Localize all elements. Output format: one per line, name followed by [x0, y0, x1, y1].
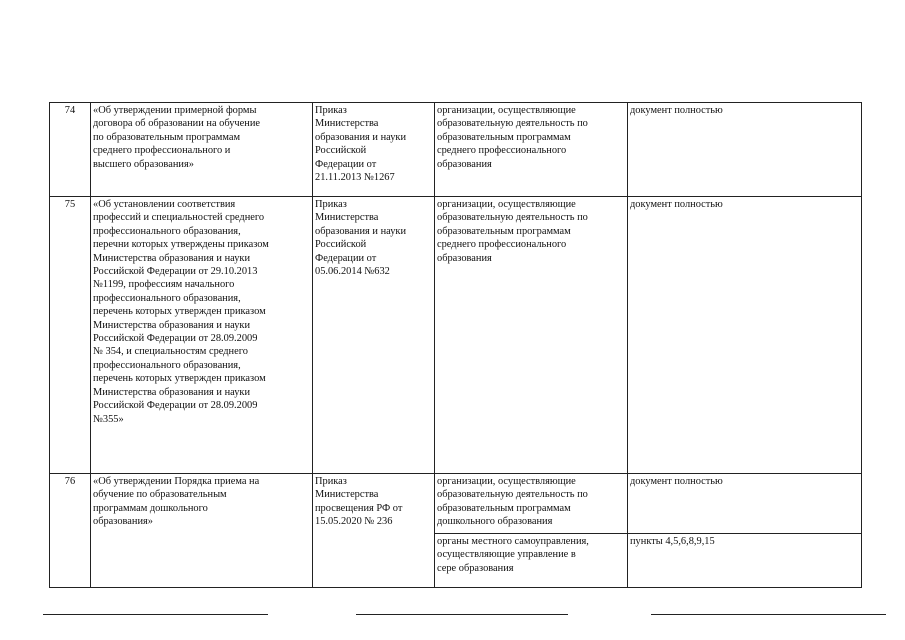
scope-text: документ полностью [630, 476, 723, 487]
act-title: «Об утверждении примерной формы договора об образовании на обучение по образовательным программам среднего профессионального и высшего образования» [93, 105, 261, 170]
scope-text: документ полностью [630, 105, 723, 116]
scope-text: документ полностью [630, 199, 723, 210]
act-title: «Об утверждении Порядка приема на обучение по образовательным программам дошкольного образования» [93, 476, 260, 528]
subjects-cell [435, 534, 628, 588]
scope-cell [628, 474, 862, 534]
subjects-cell [435, 103, 628, 197]
scope-cell [628, 197, 862, 474]
act-reference: Приказ Министерства образования и науки Российской Федерации от 21.11.2013 №1267 [315, 105, 407, 184]
scope-cell [628, 534, 862, 588]
act-reference: Приказ Министерства просвещения РФ от 15.05.2020 № 236 [315, 476, 403, 528]
subjects-text: организации, осуществляющие образовательную деятельность по образовательным программам дошкольного образования [437, 476, 588, 528]
row-number: 74 [50, 103, 91, 197]
act-title-cell [91, 103, 313, 197]
subjects-text: организации, осуществляющие образовательную деятельность по образовательным программам среднего профессионального образования [437, 105, 588, 170]
legal-acts-table [49, 102, 862, 588]
act-reference: Приказ Министерства образования и науки Российской Федерации от 05.06.2014 №632 [315, 199, 407, 278]
act-reference-cell [313, 103, 435, 197]
act-title-cell [91, 197, 313, 474]
subjects-cell [435, 474, 628, 534]
table-row [50, 474, 862, 534]
subjects-cell [435, 197, 628, 474]
subjects-text: организации, осуществляющие образовательную деятельность по образовательным программам среднего профессионального образования [437, 199, 588, 264]
scope-cell [628, 103, 862, 197]
scan-artifact-line [356, 614, 568, 615]
act-title: «Об установлении соответствия профессий и специальностей среднего профессионального образования, перечни которых утверждены приказом Министерства образования и науки Российской Федерации от 29.10.2013 №1199, профессиям начального профессионального образования, перечень которых утвержден приказом Министерства образования и науки Российской Федерации от 28.09.2009 № 354, и специальностям среднего профессионального образования, перечень которых утвержден приказом Министерства образования и науки Российской Федерации от 28.09.2009 №355» [93, 199, 269, 425]
table-row [50, 103, 862, 197]
scan-artifact-line [43, 614, 268, 615]
scan-artifact-line [651, 614, 886, 615]
row-number: 75 [50, 197, 91, 474]
scope-text: пункты 4,5,6,8,9,15 [630, 536, 715, 547]
act-title-cell [91, 474, 313, 588]
table-row [50, 197, 862, 474]
act-reference-cell [313, 474, 435, 588]
act-reference-cell [313, 197, 435, 474]
subjects-text: органы местного самоуправления, осуществляющие управление в сере образования [437, 536, 589, 574]
row-number: 76 [50, 474, 91, 588]
